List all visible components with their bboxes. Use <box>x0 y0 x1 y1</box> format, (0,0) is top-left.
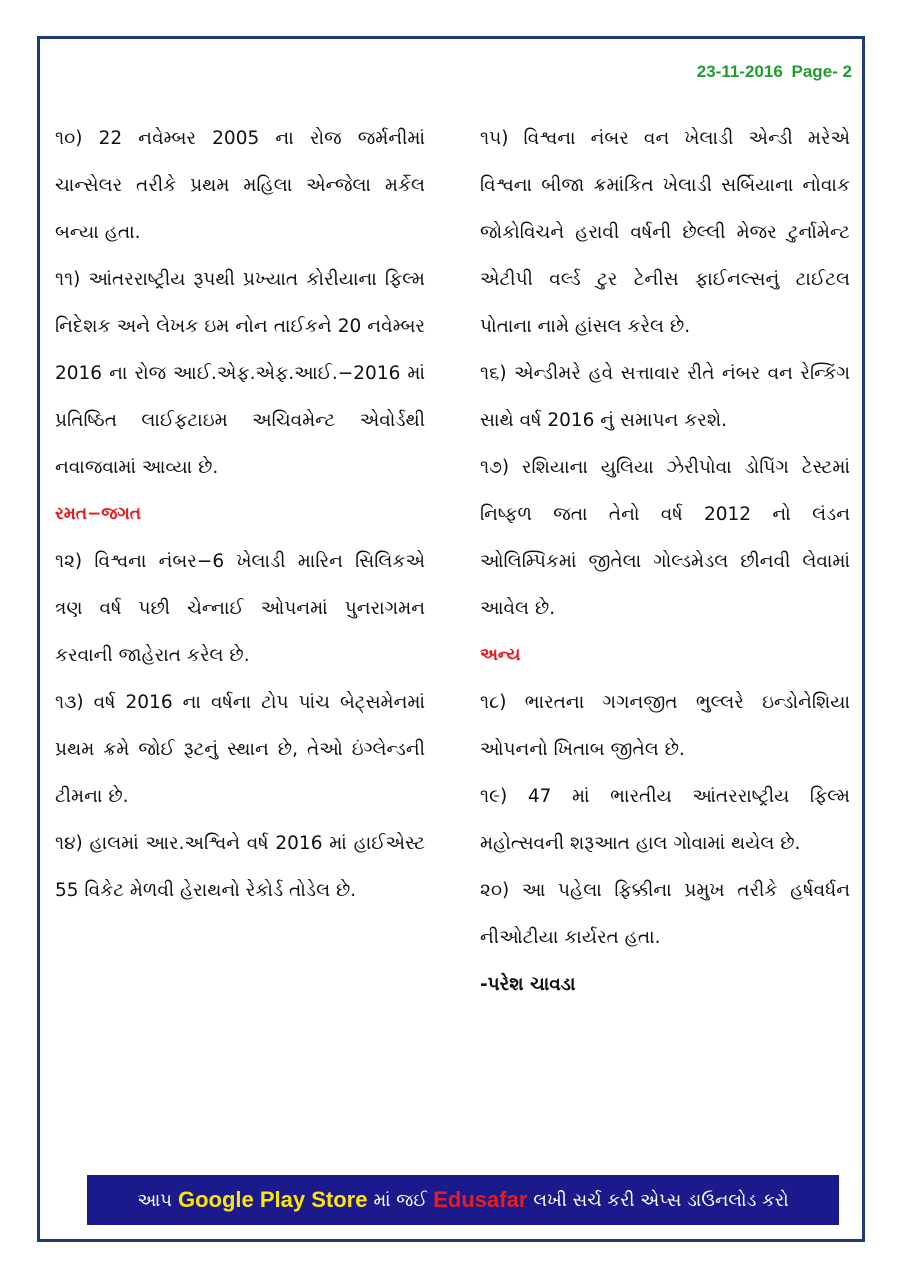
news-item: ૧૦) 22 નવેમ્બર 2005 ના રોજ જર્મનીમાં ચાન્સેલર તરીકે પ્રથમ મહિલા એન્જેલા મર્કેલ બન્યા હતા. <box>55 128 425 243</box>
news-item: ૨૦) આ પહેલા ફિક્કીના પ્રમુખ તરીકે હર્ષવર્ધન નીઓટીયા કાર્યરત હતા. <box>480 880 850 948</box>
author-signature: -પરેશ ચાવડા <box>480 974 576 995</box>
news-item: ૧૮) ભારતના ગગનજીત ભુલ્લરે ઇન્ડોનેશિયા ઓપનનો ખિતાબ જીતેલ છે. <box>480 692 850 760</box>
banner-middle: માં જઈ <box>373 1189 428 1211</box>
news-item: ૧૪) હાલમાં આર.અશ્વિને વર્ષ 2016 માં હાઈએસ્ટ 55 વિકેટ મેળવી હેરાથનો રેકોર્ડ તોડેલ છે. <box>55 833 425 901</box>
news-item: ૧૭) રશિયાના યુલિયા ઝેરીપોવા ડોપિંગ ટેસ્ટમાં નિષ્ફળ જતા તેનો વર્ષ 2012 નો લંડન ઓલિમ્પિકમાં જીતેલા ગોલ્ડમેડલ છીનવી લેવામાં આવેલ છે. <box>480 457 850 619</box>
right-column <box>480 115 850 1008</box>
news-item: ૧૯) 47 માં ભારતીય આંતરરાષ્ટ્રીય ફિલ્મ મહોત્સવની શરૂઆત હાલ ગોવામાં થયેલ છે. <box>480 786 850 854</box>
news-item: ૧૧) આંતરરાષ્ટ્રીય રૂપથી પ્રખ્યાત કોરીયાના ફિલ્મ નિદેશક અને લેખક ઇમ નોન તાઈકને 20 નવેમ્બર 2016 ના રોજ આઈ.એફ.એફ.આઈ.−2016 માં પ્રતિષ્ઠિત લાઈફટાઇમ અચિવમેન્ટ એવોર્ડથી નવાજવામાં આવ્યા છે. <box>55 269 425 478</box>
news-item: ૧૨) વિશ્વના નંબર−6 ખેલાડી મારિન સિલિકએ ત્રણ વર્ષ પછી ચેન્નાઈ ઓપનમાં પુનરાગમન કરવાની જાહેરાત કરેલ છે. <box>55 551 425 666</box>
section-heading-sports: રમત−જગત <box>55 504 142 524</box>
left-column <box>55 115 425 914</box>
date-label: 23-11-2016 <box>696 62 783 81</box>
banner-prefix: આપ <box>137 1189 172 1211</box>
banner-suffix: લખી સર્ચ કરી એપ્સ ડાઉનલોડ કરો <box>533 1189 789 1211</box>
banner-store-name: Google Play Store <box>177 1187 368 1212</box>
news-item: ૧૬) એન્ડીમરે હવે સત્તાવાર રીતે નંબર વન રેન્કિંગ સાથે વર્ષ 2016 નું સમાપન કરશે. <box>480 363 850 431</box>
page-number: Page- 2 <box>791 62 852 81</box>
app-promo-banner <box>87 1175 839 1225</box>
banner-brand: Edusafar <box>433 1187 528 1212</box>
page-header <box>697 62 852 82</box>
section-heading-other: અન્ય <box>480 645 521 665</box>
news-item: ૧૩) વર્ષ 2016 ના વર્ષના ટોપ પાંચ બેટ્સમેનમાં પ્રથમ ક્રમે જોઈ રૂટનું સ્થાન છે, તેઓ ઇંગ્લેન્ડની ટીમના છે. <box>55 692 425 807</box>
news-item: ૧૫) વિશ્વના નંબર વન ખેલાડી એન્ડી મરેએ વિશ્વના બીજા ક્રમાંકિત ખેલાડી સર્બિયાના નોવાક જોકોવિચને હરાવી વર્ષની છેલ્લી મેજર ટુર્નામેન્ટ એટીપી વર્લ્ડ ટુર ટેનીસ ફાઈનલ્સનું ટાઈટલ પોતાના નામે હાંસલ કરેલ છે. <box>480 128 850 337</box>
